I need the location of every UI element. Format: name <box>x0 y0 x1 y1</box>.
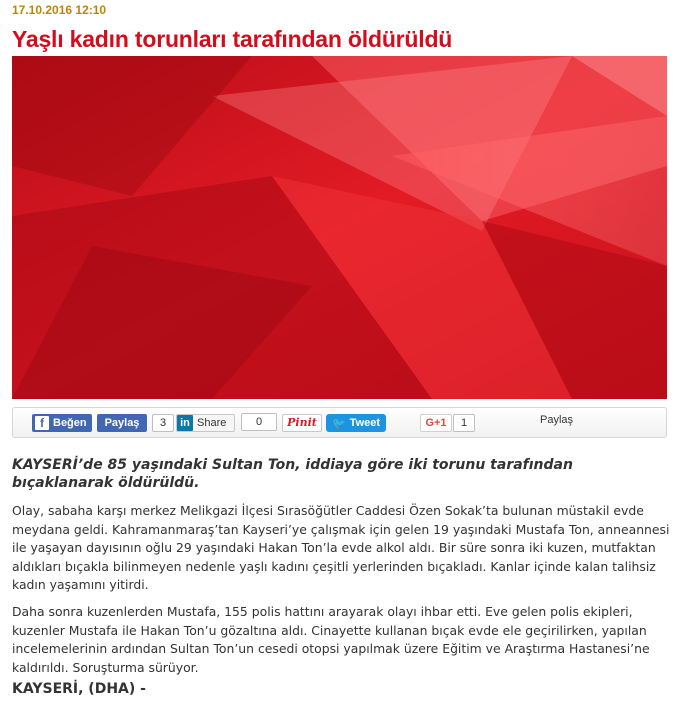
facebook-share-button[interactable]: Paylaş <box>97 414 147 432</box>
article-paragraph-1: Olay, sabaha karşı merkez Melikgazi İlçesi Sırasöğütler Caddesi Özen Sokak’ta bulunan müstakil evde meydana geldi. Kahramanmaraş’tan Kayseri’ye çalışmak için gelen 19 yaşındaki Mustafa Ton, anneannesi ile yaşayan dayısının oğlu 29 yaşındaki Hakan Ton’la evde alkol aldı. Bir süre sonra iki kuzen, mutfaktan aldıkları bıçakla bilinmeyen nedenle yaşlı kadını çeşitli yerlerinden bıçakladı. Kanlar içinde kalan talihsiz kadın yaşamını yitirdi. <box>12 503 670 592</box>
share-bar <box>12 407 667 438</box>
linkedin-icon: in <box>177 415 193 431</box>
linkedin-share-count: 0 <box>241 413 277 431</box>
facebook-share-count: 3 <box>152 414 174 432</box>
linkedin-share-button[interactable] <box>176 414 235 432</box>
twitter-tweet-button[interactable] <box>326 414 386 432</box>
article-paragraph-2: Daha sonra kuzenlerden Mustafa, 155 polis hattını arayarak olayı ihbar etti. Eve gelen polis ekipleri, kuzenler Mustafa ile Hakan Ton’u gözaltına aldı. Cinayette kullanan bıçak evde ele geçirilirken, yapılan incelemelerinin ardından Sultan Ton’un cesedi otopsi yapılmak üzere Eğitim ve Araştırma Hastanesi’ne kaldırıldı. Soruşturma sürüyor. <box>12 604 650 675</box>
article-date: 17.10.2016 12:10 <box>12 3 107 17</box>
hero-image <box>12 56 667 399</box>
google-plus-count: 1 <box>453 414 475 432</box>
facebook-like-button[interactable] <box>32 414 92 432</box>
article-title: Yaşlı kadın torunları tarafından öldürüldü <box>12 26 453 52</box>
google-plus-button[interactable]: G+1 <box>420 414 452 432</box>
linkedin-share-label: Share <box>197 417 227 429</box>
facebook-icon: f <box>35 416 49 430</box>
twitter-tweet-label: Tweet <box>349 417 381 429</box>
article-lead: KAYSERİ’de 85 yaşındaki Sultan Ton, iddiaya göre iki torunu tarafından bıçaklanarak öldürüldü. <box>12 457 573 491</box>
pinterest-pin-button[interactable]: Pinit <box>282 414 322 432</box>
twitter-bird-icon: 🐦 <box>331 417 346 430</box>
facebook-like-label: Beğen <box>53 417 87 429</box>
article-signature: KAYSERİ, (DHA) - <box>12 681 146 697</box>
share-label[interactable]: Paylaş <box>540 414 574 426</box>
